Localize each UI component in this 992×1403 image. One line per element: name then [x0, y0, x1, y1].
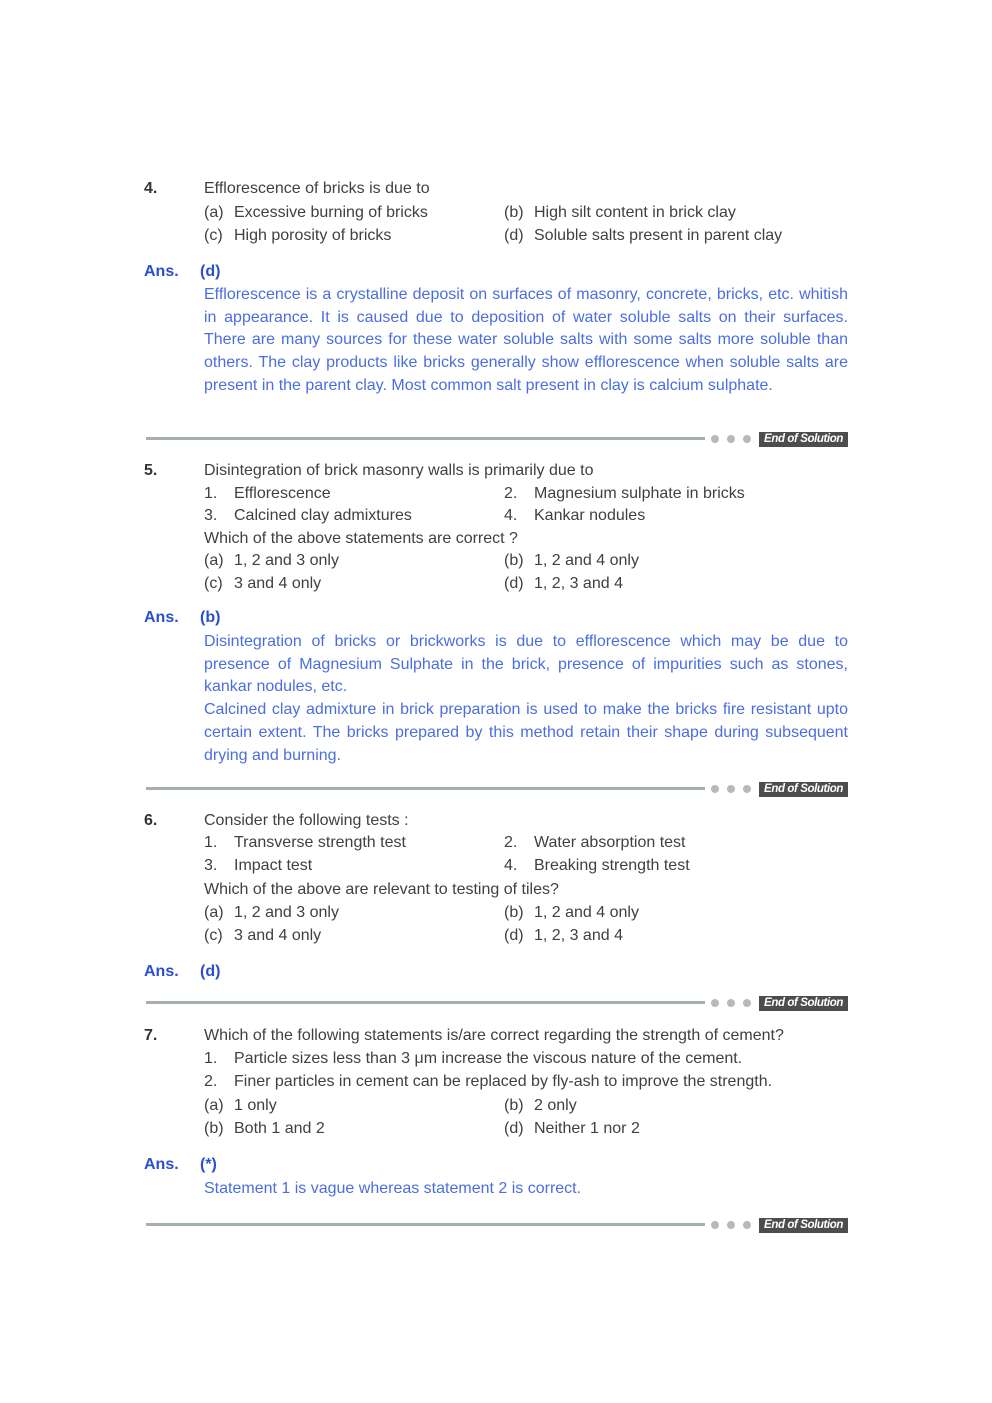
answer: Ans. (d) [144, 263, 221, 280]
dot-icon [711, 435, 719, 443]
answer: Ans. (d) [144, 963, 221, 980]
end-of-solution-tag: End of Solution [759, 782, 848, 797]
question-number: 7. [144, 1027, 158, 1044]
end-of-solution-divider [146, 782, 848, 796]
statement-2: 2. Finer particles in cement can be replaced by fly-ash to improve the strength. [204, 1073, 773, 1090]
end-of-solution-divider [146, 1218, 848, 1232]
dot-icon [711, 785, 719, 793]
statement-1: 1. Transverse strength test [204, 834, 406, 851]
end-of-solution-tag: End of Solution [759, 1218, 848, 1233]
dot-icon [743, 999, 751, 1007]
end-of-solution-tag: End of Solution [759, 996, 848, 1011]
end-of-solution-divider [146, 996, 848, 1010]
statement-3: 3. Impact test [204, 857, 313, 874]
divider-line [146, 1001, 705, 1004]
dot-icon [743, 785, 751, 793]
option-d: (d) Soluble salts present in parent clay [504, 227, 783, 244]
option-c: (b) Both 1 and 2 [204, 1120, 325, 1137]
statement-3: 3. Calcined clay admixtures [204, 507, 412, 524]
option-b: (b) High silt content in brick clay [504, 204, 736, 221]
dot-icon [743, 435, 751, 443]
question-stem: Which of the following statements is/are correct regarding the strength of cement? [204, 1027, 784, 1044]
option-b: (b) 1, 2 and 4 only [504, 552, 639, 569]
question-prompt: Which of the above statements are correct ? [204, 530, 518, 547]
option-d: (d) 1, 2, 3 and 4 [504, 575, 623, 592]
option-c: (c) High porosity of bricks [204, 227, 392, 244]
explanation-paragraph-2: Calcined clay admixture in brick preparation is used to make the bricks fire resistant upto certain extent. The bricks prepared by this method retain their shape during subsequent drying and burning. [204, 701, 848, 764]
explanation: Statement 1 is vague whereas statement 2 is correct. [204, 1180, 582, 1197]
dot-icon [711, 999, 719, 1007]
question-number: 5. [144, 462, 158, 479]
dot-icon [711, 1221, 719, 1229]
explanation: Efflorescence is a crystalline deposit on surfaces of masonry, concrete, bricks, etc. whitish in appearance. It is caused due to deposition of water soluble salts on their surfaces. There are many sources for these water soluble salts with some salts more soluble than others. The clay products like bricks generally show efflorescence when soluble salts are present in the parent clay. Most common salt present in clay is calcium sulphate. [204, 286, 848, 394]
statement-2: 2. Water absorption test [504, 834, 686, 851]
dot-icon [727, 1221, 735, 1229]
divider-line [146, 1223, 705, 1226]
answer: Ans. (*) [144, 1156, 217, 1173]
answer: Ans. (b) [144, 609, 221, 626]
option-c: (c) 3 and 4 only [204, 927, 322, 944]
option-d: (d) Neither 1 nor 2 [504, 1120, 640, 1137]
divider-line [146, 437, 705, 440]
statement-4: 4. Breaking strength test [504, 857, 690, 874]
end-of-solution-tag: End of Solution [759, 432, 848, 447]
option-a: (a) 1, 2 and 3 only [204, 552, 339, 569]
option-a: (a) 1, 2 and 3 only [204, 904, 339, 921]
question-number: 6. [144, 812, 158, 829]
statement-1: 1. Particle sizes less than 3 μm increase the viscous nature of the cement. [204, 1050, 743, 1067]
option-a: (a) 1 only [204, 1097, 277, 1114]
question-stem: Disintegration of brick masonry walls is primarily due to [204, 462, 594, 479]
statement-1: 1. Efflorescence [204, 485, 331, 502]
divider-line [146, 787, 705, 790]
statement-4: 4. Kankar nodules [504, 507, 646, 524]
dot-icon [743, 1221, 751, 1229]
option-d: (d) 1, 2, 3 and 4 [504, 927, 623, 944]
explanation-paragraph-1: Disintegration of bricks or brickworks is due to efflorescence which may be due to presence of Magnesium Sulphate in the brick, presence of impurities such as stones, kankar nodules, etc. [204, 633, 848, 696]
dot-icon [727, 785, 735, 793]
explanation [204, 631, 848, 767]
option-a: (a) Excessive burning of bricks [204, 204, 428, 221]
option-b: (b) 2 only [504, 1097, 577, 1114]
dot-icon [727, 999, 735, 1007]
option-b: (b) 1, 2 and 4 only [504, 904, 639, 921]
option-c: (c) 3 and 4 only [204, 575, 322, 592]
question-prompt: Which of the above are relevant to testing of tiles? [204, 881, 559, 898]
end-of-solution-divider [146, 432, 848, 446]
question-stem: Efflorescence of bricks is due to [204, 180, 430, 197]
question-stem: Consider the following tests : [204, 812, 409, 829]
statement-2: 2. Magnesium sulphate in bricks [504, 485, 745, 502]
question-number: 4. [144, 180, 158, 197]
dot-icon [727, 435, 735, 443]
